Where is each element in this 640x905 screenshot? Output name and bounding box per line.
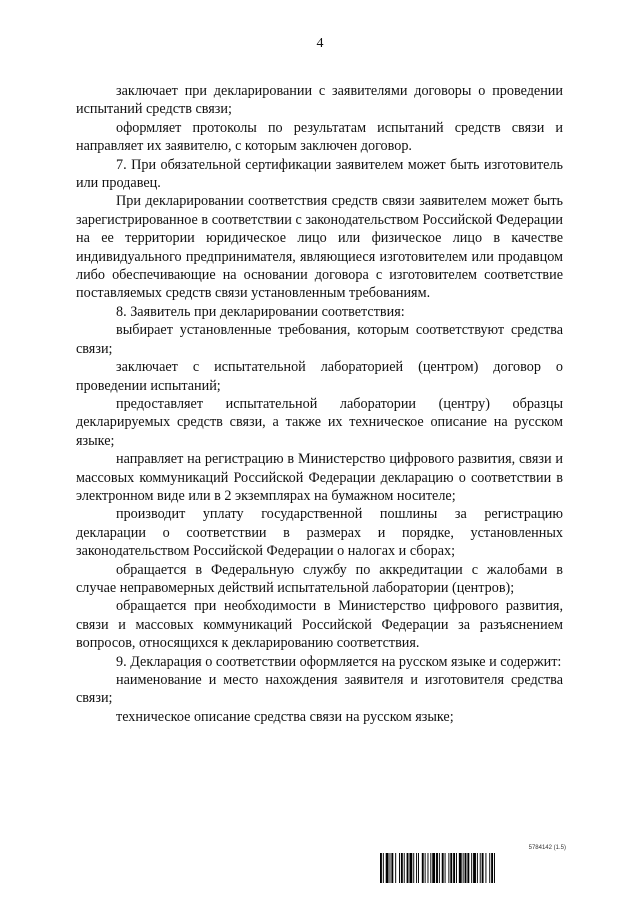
paragraph: 9. Декларация о соответствии оформляется на русском языке и содержит: <box>116 653 562 670</box>
paragraph: обращается в Федеральную службу по аккредитации с жалобами в случае неправомерных действий испытательной лаборатории (центров); <box>76 561 563 596</box>
page-number: 4 <box>316 36 324 51</box>
paragraph: выбирает установленные требования, которым соответствуют средства связи; <box>76 322 563 357</box>
document-body <box>76 82 563 726</box>
paragraph: наименование и место нахождения заявителя и изготовителя средства связи; <box>76 672 563 707</box>
paragraph: обращается при необходимости в Министерство цифрового развития, связи и массовых коммуникаций Российской Федерации за разъяснением вопросов, относящихся к декларированию соответствия. <box>76 598 563 652</box>
paragraph: заключает при декларировании с заявителями договоры о проведении испытаний средств связи; <box>76 83 563 118</box>
paragraph: При декларировании соответствия средств связи заявителем может быть зарегистрированное в соответствии с законодательством Российской Федерации на ее территории юридическое лицо или физическое лицо в качестве индивидуального предпринимателя, являющиеся изготовителем или продавцом либо обеспечивающие на основании договора с изготовителем соответствие поставляемых средств связи установленным требованиям. <box>76 193 563 302</box>
paragraph: оформляет протоколы по результатам испытаний средств связи и направляет их заявителю, с которым заключен договор. <box>76 119 563 155</box>
barcode-icon <box>380 853 568 883</box>
paragraph: 7. При обязательной сертификации заявителем может быть изготовитель или продавец. <box>76 156 563 192</box>
paragraph: предоставляет испытательной лаборатории (центру) образцы декларируемых средств связи, а также их техническое описание на русском языке; <box>76 395 563 449</box>
paragraph: направляет на регистрацию в Министерство цифрового развития, связи и массовых коммуникаций Российской Федерации декларацию о соответствии в электронном виде или в 2 экземплярах на бумажном носителе; <box>76 451 563 504</box>
paragraph: техническое описание средства связи на русском языке; <box>116 708 454 725</box>
paragraph: заключает с испытательной лабораторией (центром) договор о проведении испытаний; <box>76 359 563 394</box>
paragraph: производит уплату государственной пошлины за регистрацию декларации о соответствии в размерах и порядке, установленных законодательством Российской Федерации о налогах и сборах; <box>76 506 563 560</box>
paragraph: 8. Заявитель при декларировании соответствия: <box>116 303 405 320</box>
document-code: 5784142 (1.5) <box>528 845 566 851</box>
